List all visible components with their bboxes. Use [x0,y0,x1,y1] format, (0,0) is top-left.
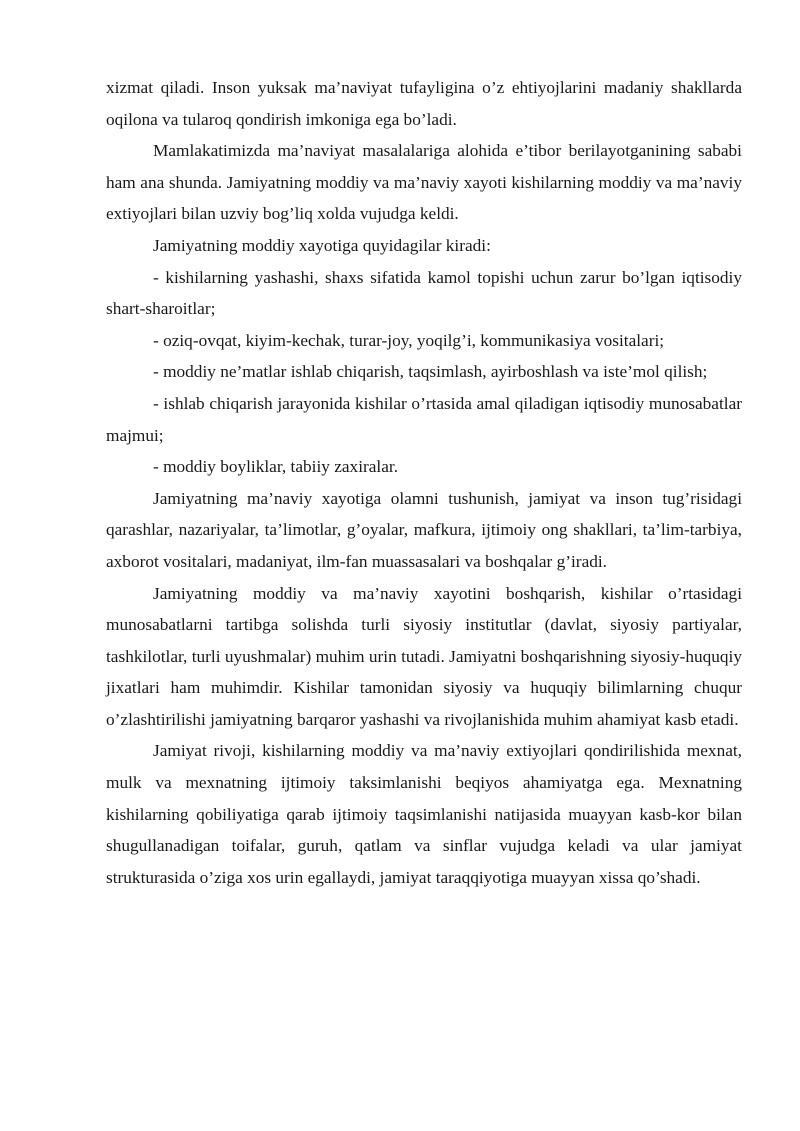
list-item: - moddiy boyliklar, tabiiy zaxiralar. [153,457,399,477]
paragraph: Jamiyatning moddiy va ma’naviy xayotini boshqarish, kishilar o’rtasidagi munosabatlarni tartibga solishda turli siyosiy institutlar (davlat, siyosiy partiyalar, tashkilotlar, turli uyushmalar) muhim urin tutadi. Jamiyatni boshqarishning siyosiy-huquqiy jixatlari ham muhimdir. Kishilar tamonidan siyosiy va huquqiy bilimlarning chuqur o’zlashtirilishi jamiyatning barqaror yashashi va rivojlanishida muhim ahamiyat kasb etadi. [106,583,742,729]
list-item: - moddiy ne’matlar ishlab chiqarish, taqsimlash, ayirboshlash va iste’mol qilish; [153,362,708,382]
list-item: - oziq-ovqat, kiyim-kechak, turar-joy, yoqilg’i, kommunikasiya vositalari; [153,330,665,350]
paragraph: Jamiyatning moddiy xayotiga quyidagilar kiradi: [153,235,491,255]
paragraph: Jamiyat rivoji, kishilarning moddiy va ma’naviy extiyojlari qondirilishida mexnat, mulk va mexnatning ijtimoiy taksimlanishi beqiyos ahamiyatga ega. Mexnatning kishilarning qobiliyatiga qarab ijtimoiy taqsimlanishi natijasida muayyan kasb-kor bilan shugullanadigan toifalar, guruh, qatlam va sinflar vujudga keladi va ular jamiyat strukturasida o’ziga xos urin egallaydi, jamiyat taraqqiyotiga muayyan xissa qo’shadi. [106,741,742,887]
document-body [106,72,742,893]
paragraph: Mamlakatimizda ma’naviyat masalalariga alohida e’tibor berilayotganining sababi ham ana shunda. Jamiyatning moddiy va ma’naviy xayoti kishilarning moddiy va ma’naviy extiyojlari bilan uzviy bog’liq xolda vujudga keldi. [106,141,742,224]
paragraph-intro: xizmat qiladi. Inson yuksak ma’naviyat tufayligina o’z ehtiyojlarini madaniy shakllarda oqilona va tularoq qondirish imkoniga ega bo’ladi. [106,78,742,129]
list-item: - kishilarning yashashi, shaxs sifatida kamol topishi uchun zarur bo’lgan iqtisodiy shart-sharoitlar; [106,267,742,319]
list-item: - ishlab chiqarish jarayonida kishilar o’rtasida amal qiladigan iqtisodiy munosabatlar majmui; [106,393,742,445]
paragraph: Jamiyatning ma’naviy xayotiga olamni tushunish, jamiyat va inson tug’risidagi qarashlar, nazariyalar, ta’limotlar, g’oyalar, mafkura, ijtimoiy ong shakllari, ta’lim-tarbiya, axborot vositalari, madaniyat, ilm-fan muassasalari va boshqalar g’iradi. [106,488,742,571]
